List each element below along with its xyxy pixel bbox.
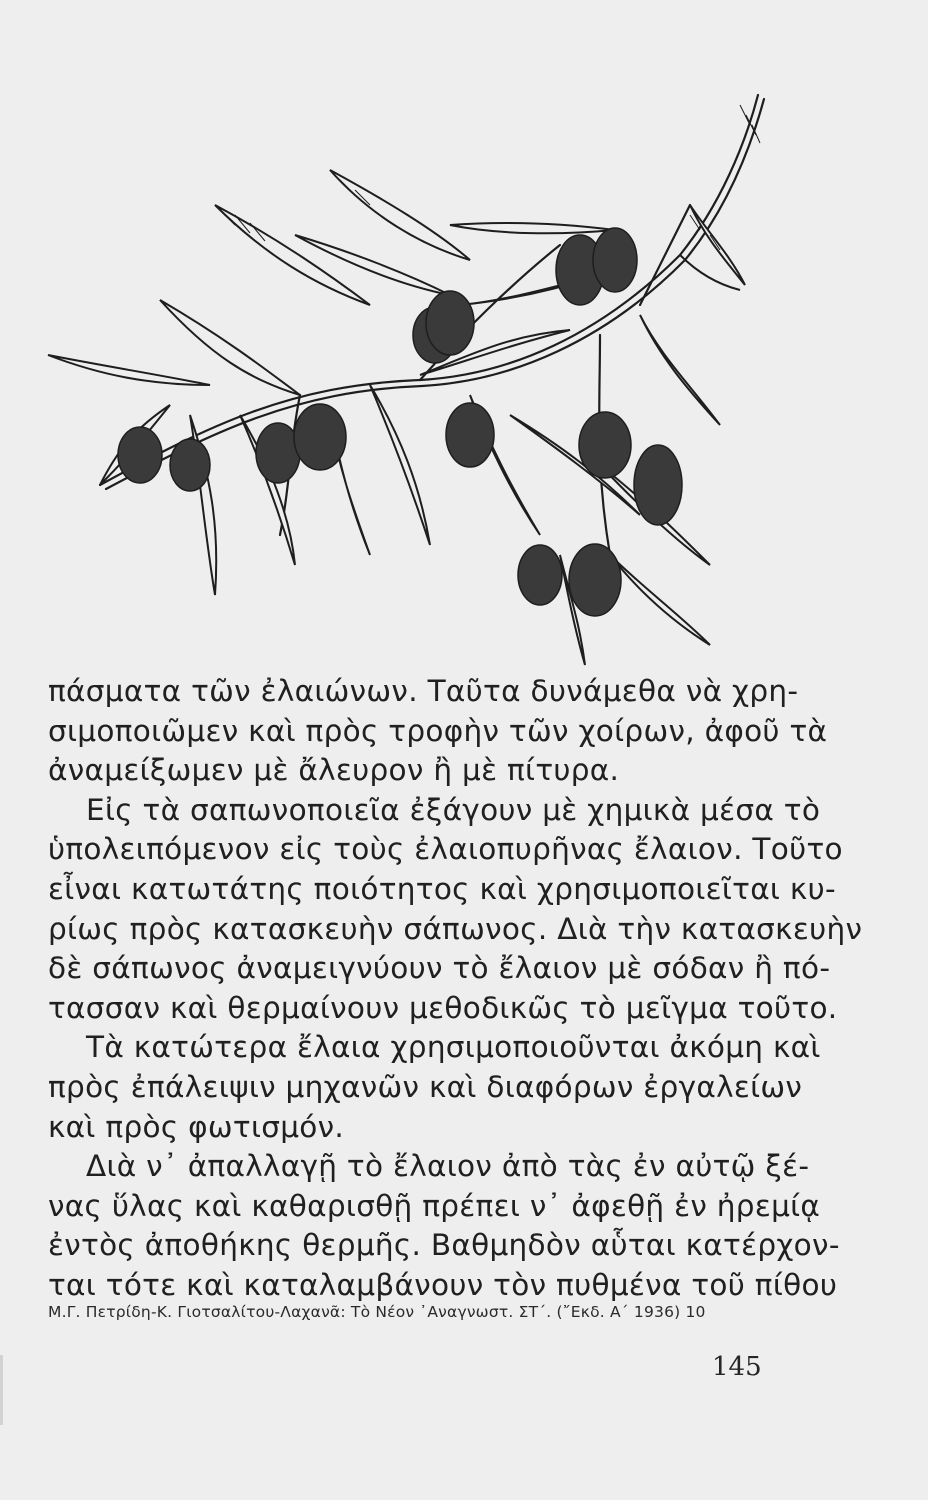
footer-citation: Μ.Γ. Πετρίδη-Κ. Γιοτσαλίτου-Λαχανᾶ: Τὸ Νέον ᾿Αναγνωστ. ΣΤ΄. (῎Εκδ. Α΄ 1936) 10: [48, 1303, 706, 1321]
text-line: ὑπολειπόμενον εἰς τοὺς ἐλαιοπυρῆνας ἔλαιον. Τοῦτο: [48, 832, 843, 867]
body-text: [48, 672, 863, 1306]
text-line: πρὸς ἐπάλειψιν μηχανῶν καὶ διαφόρων ἐργαλείων: [48, 1069, 803, 1104]
text-line: δὲ σάπωνος ἀναμειγνύουν τὸ ἔλαιον μὲ σόδαν ἢ πό-: [48, 951, 831, 986]
text-line: Διὰ ν᾽ ἀπαλλαγῇ τὸ ἔλαιον ἀπὸ τὰς ἐν αὐτῷ ξέ-: [86, 1149, 810, 1184]
text-line: πάσματα τῶν ἐλαιώνων. Ταῦτα δυνάμεθα νὰ χρη-: [48, 674, 799, 708]
text-line: Εἰς τὰ σαπωνοποιεῖα ἐξάγουν μὲ χημικὰ μέσα τὸ: [86, 792, 821, 827]
text-line: ἐντὸς ἀποθήκης θερμῆς. Βαθμηδὸν αὗται κατέρχον-: [48, 1228, 840, 1263]
text-line: ρίως πρὸς κατασκευὴν σάπωνος. Διὰ τὴν κατασκευὴν: [48, 911, 863, 946]
text-line: καὶ πρὸς φωτισμόν.: [48, 1109, 345, 1144]
text-line: εἶναι κατωτάτης ποιότητος καὶ χρησιμοποιεῖται κυ-: [48, 871, 836, 906]
text-line: ται τότε καὶ καταλαμβάνουν τὸν πυθμένα τοῦ πίθου: [48, 1267, 838, 1302]
text-line: τασσαν καὶ θερμαίνουν μεθοδικῶς τὸ μεῖγμα τοῦτο.: [48, 990, 838, 1025]
text-line: νας ὕλας καὶ καθαρισθῇ πρέπει ν᾽ ἀφεθῇ ἐν ἠρεμίᾳ: [48, 1188, 821, 1223]
text-line: σιμοποιῶμεν καὶ πρὸς τροφὴν τῶν χοίρων, ἀφοῦ τὰ: [48, 713, 828, 748]
text-line: ἀναμείξωμεν μὲ ἄλευρον ἢ μὲ πίτυρα.: [48, 753, 620, 788]
text-line: Τὰ κατώτερα ἔλαια χρησιμοποιοῦνται ἀκόμη καὶ: [86, 1030, 821, 1065]
scan-edge-mark: [0, 1355, 3, 1425]
olive-branch-illustration: [40, 85, 780, 675]
page-number: 145: [712, 1352, 762, 1382]
